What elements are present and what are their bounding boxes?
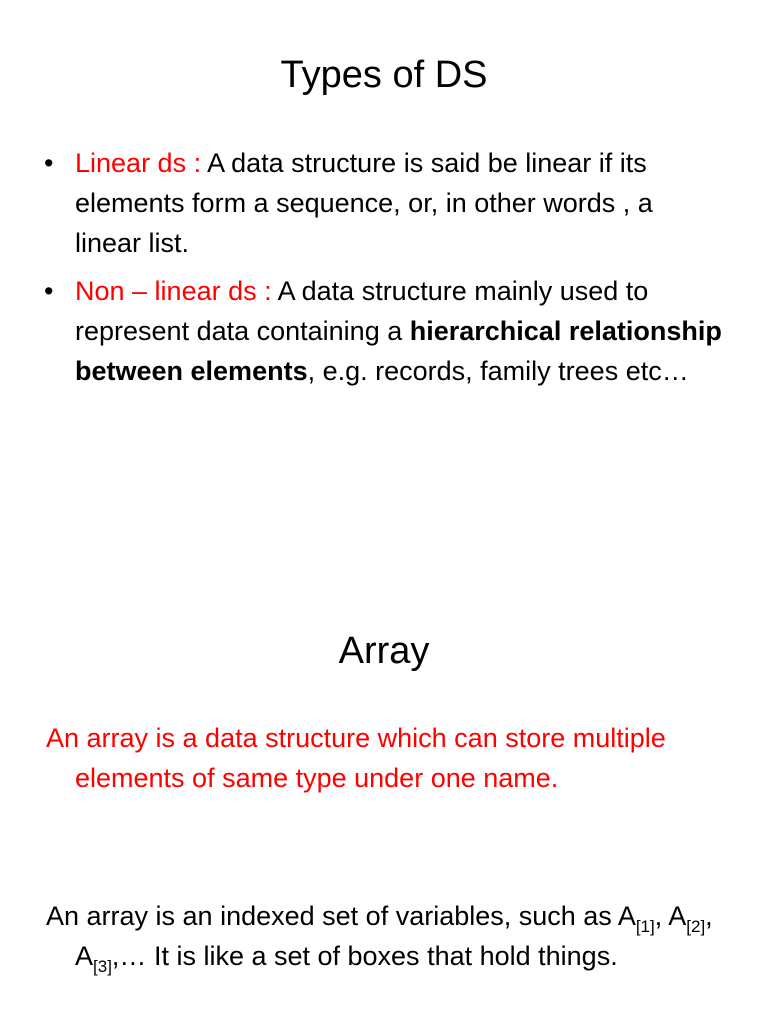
- subscript-3: [3]: [93, 957, 112, 976]
- definition-non-linear-ds-end: , e.g. records, family trees etc…: [307, 356, 689, 386]
- term-non-linear-ds: Non – linear ds :: [75, 276, 272, 306]
- slide-title: Array: [338, 630, 430, 672]
- subscript-2: [2]: [686, 917, 706, 936]
- definition-non-linear-ds: A data structure mainly used to represent data containing a: [75, 276, 649, 346]
- bullet-list: [44, 143, 724, 399]
- ellipsis: ,…: [111, 941, 147, 971]
- array-var: A: [668, 901, 687, 931]
- description-intro: An array is an indexed set of variables, such as: [46, 901, 618, 931]
- array-definition: An array is a data structure which can store multiple elements of same type under one name.: [46, 723, 666, 793]
- array-description: [46, 896, 753, 976]
- slide-title: Types of DS: [280, 54, 488, 96]
- separator: ,: [705, 901, 713, 931]
- bullet-icon: •: [44, 148, 54, 178]
- bullet-linear-ds: [44, 143, 724, 263]
- emphasis-hierarchical: hierarchical relationship between elements: [75, 316, 722, 386]
- definition-linear-ds: A data structure is said be linear if its elements form a sequence, or, in other words , a linear list.: [75, 148, 653, 258]
- subscript-1: [1]: [635, 917, 655, 936]
- separator: ,: [654, 901, 669, 931]
- array-var: A: [617, 901, 636, 931]
- bullet-non-linear-ds: [44, 271, 724, 391]
- description-rest: It is like a set of boxes that hold things.: [146, 941, 618, 971]
- bullet-icon: •: [44, 276, 54, 306]
- term-linear-ds: Linear ds :: [75, 148, 202, 178]
- array-var: A: [75, 941, 94, 971]
